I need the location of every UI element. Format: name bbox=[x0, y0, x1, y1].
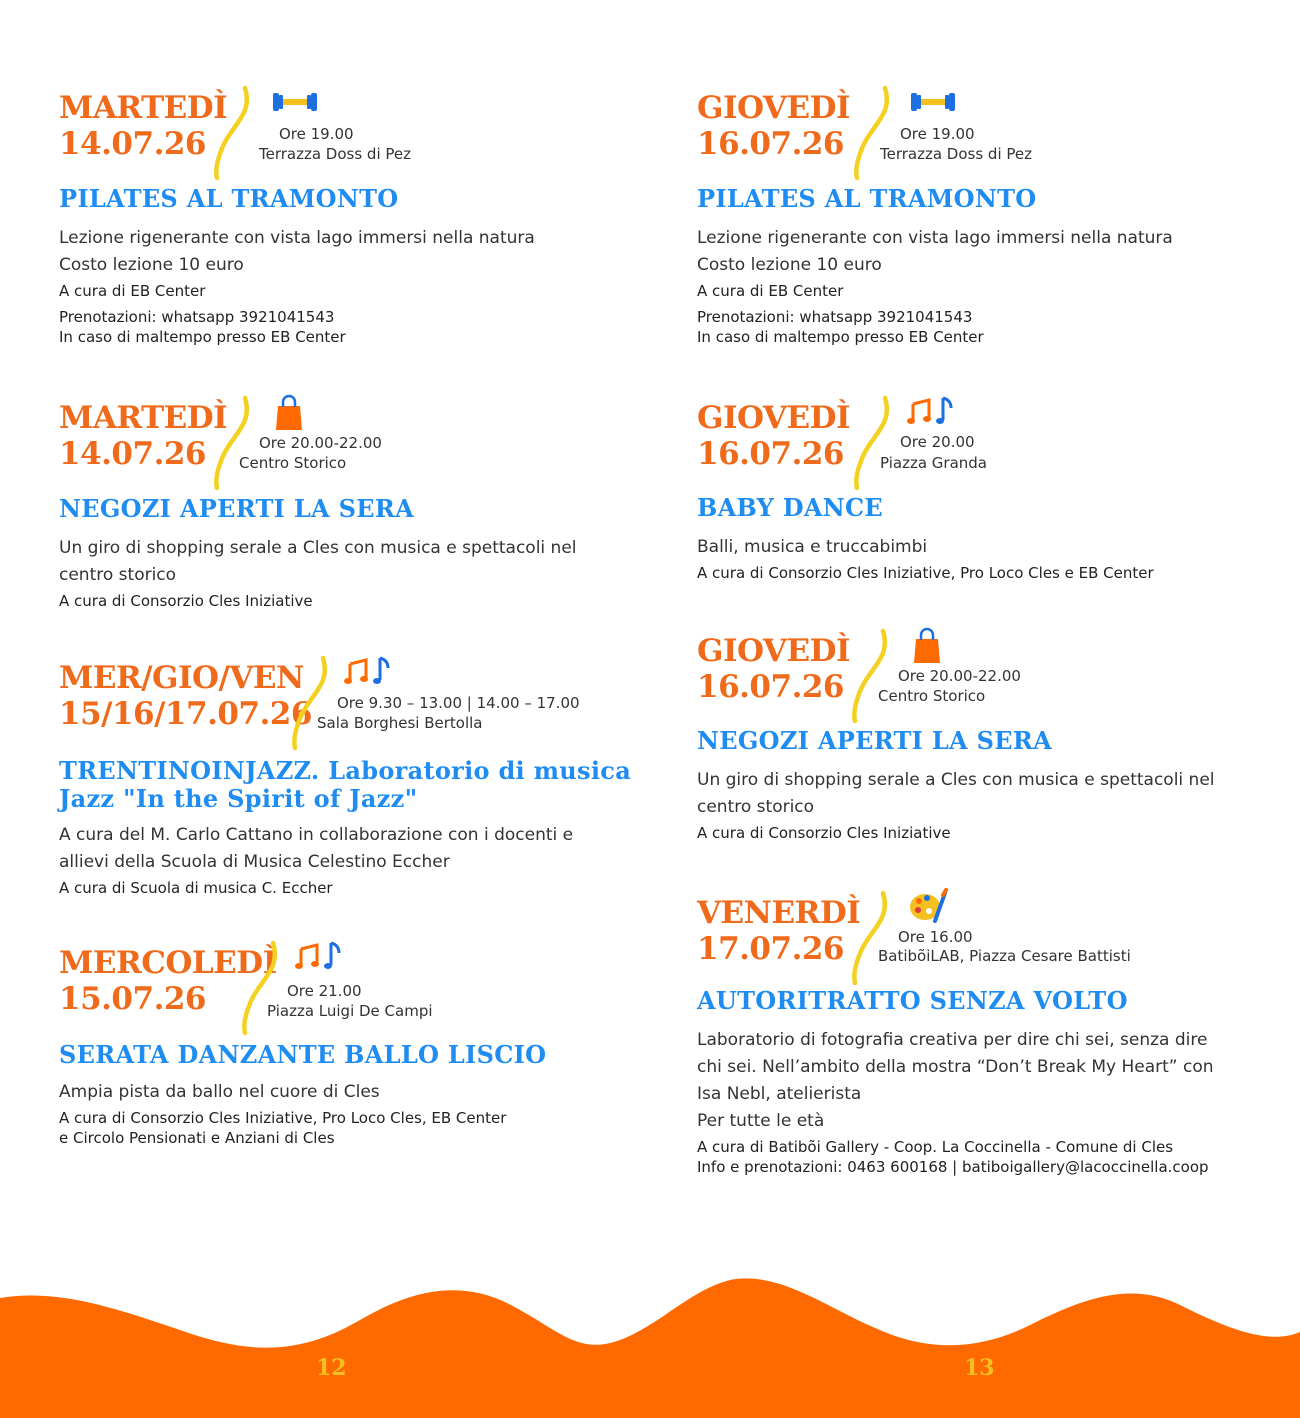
event-date bbox=[697, 895, 860, 967]
event-note: A cura di Consorzio Cles Iniziative bbox=[59, 592, 313, 610]
event-date-number: 14.07.26 bbox=[59, 126, 207, 162]
event-title: NEGOZI APERTI LA SERA bbox=[59, 494, 415, 523]
event-title: Jazz "In the Spirit of Jazz" bbox=[59, 784, 418, 813]
event-date bbox=[697, 90, 850, 162]
swirl-decoration bbox=[209, 394, 259, 498]
event-date-number: 16.07.26 bbox=[697, 669, 845, 705]
event-description: A cura del M. Carlo Cattano in collaborazione con i docenti e bbox=[59, 825, 574, 845]
event-description: allievi della Scuola di Musica Celestino Eccher bbox=[59, 852, 450, 872]
event-date-number: 17.07.26 bbox=[697, 931, 845, 967]
swirl-decoration bbox=[209, 84, 259, 188]
page-number-left: 12 bbox=[316, 1355, 347, 1381]
event-time: Ore 20.00 bbox=[900, 433, 975, 451]
event-description: centro storico bbox=[697, 797, 815, 817]
shopping-bag-icon bbox=[269, 392, 321, 432]
event-description: centro storico bbox=[59, 565, 177, 585]
event-date-number: 14.07.26 bbox=[59, 436, 207, 472]
dumbbell-icon bbox=[907, 82, 959, 122]
event-place: Terrazza Doss di Pez bbox=[880, 145, 1033, 163]
event-place: Piazza Granda bbox=[880, 454, 987, 472]
music-notes-icon bbox=[295, 937, 347, 977]
event-time: Ore 9.30 – 13.00 | 14.00 – 17.00 bbox=[337, 694, 580, 712]
event-note: A cura di Batibõi Gallery - Coop. La Coccinella - Comune di Cles bbox=[697, 1138, 1174, 1156]
event-date-number: 15/16/17.07.26 bbox=[59, 696, 312, 732]
event-time: Ore 16.00 bbox=[898, 928, 973, 946]
swirl-decoration bbox=[847, 889, 897, 993]
event-place: Terrazza Doss di Pez bbox=[259, 145, 412, 163]
event-note: A cura di Consorzio Cles Iniziative bbox=[697, 824, 951, 842]
shopping-bag-icon bbox=[907, 625, 959, 665]
swirl-decoration bbox=[287, 654, 337, 758]
event-title: NEGOZI APERTI LA SERA bbox=[697, 726, 1053, 755]
music-notes-icon bbox=[344, 652, 396, 692]
event-title: SERATA DANZANTE BALLO LISCIO bbox=[59, 1040, 547, 1069]
event-note: A cura di Consorzio Cles Iniziative, Pro Loco Cles, EB Center bbox=[59, 1109, 507, 1127]
palette-icon bbox=[907, 887, 959, 927]
event-place: Piazza Luigi De Campi bbox=[267, 1002, 433, 1020]
event-note: Prenotazioni: whatsapp 3921041543 bbox=[697, 308, 973, 326]
event-time: Ore 19.00 bbox=[900, 125, 975, 143]
event-day: GIOVEDÌ bbox=[697, 633, 850, 669]
event-description: Balli, musica e truccabimbi bbox=[697, 537, 928, 557]
event-description: chi sei. Nell’ambito della mostra “Don’t Break My Heart” con bbox=[697, 1057, 1214, 1077]
event-day: MERCOLEDÌ bbox=[59, 945, 277, 981]
event-time: Ore 20.00-22.00 bbox=[259, 434, 382, 452]
swirl-decoration bbox=[849, 394, 899, 498]
event-place: BatibõiLAB, Piazza Cesare Battisti bbox=[878, 947, 1131, 965]
event-note: In caso di maltempo presso EB Center bbox=[59, 328, 346, 346]
music-notes-icon bbox=[907, 392, 959, 432]
event-title: AUTORITRATTO SENZA VOLTO bbox=[697, 986, 1128, 1015]
event-day: GIOVEDÌ bbox=[697, 400, 850, 436]
event-day: MER/GIO/VEN bbox=[59, 660, 304, 696]
swirl-decoration bbox=[237, 939, 287, 1043]
event-date bbox=[59, 660, 312, 732]
footer-wave bbox=[0, 1270, 1300, 1418]
event-time: Ore 21.00 bbox=[287, 982, 362, 1000]
event-description: Un giro di shopping serale a Cles con musica e spettacoli nel bbox=[697, 770, 1215, 790]
event-title: BABY DANCE bbox=[697, 493, 884, 522]
event-date bbox=[59, 90, 227, 162]
event-description: Laboratorio di fotografia creativa per dire chi sei, senza dire bbox=[697, 1030, 1208, 1050]
event-time: Ore 20.00-22.00 bbox=[898, 667, 1021, 685]
event-title: TRENTINOINJAZZ. Laboratorio di musica bbox=[59, 756, 632, 785]
event-date bbox=[697, 633, 850, 705]
event-description: Per tutte le età bbox=[697, 1111, 825, 1131]
event-day: MARTEDÌ bbox=[59, 400, 228, 436]
event-date-number: 15.07.26 bbox=[59, 981, 207, 1017]
event-description: Costo lezione 10 euro bbox=[697, 255, 882, 275]
event-title: PILATES AL TRAMONTO bbox=[59, 184, 399, 213]
event-description: Lezione rigenerante con vista lago immersi nella natura bbox=[59, 228, 535, 248]
event-time: Ore 19.00 bbox=[279, 125, 354, 143]
event-day: VENERDÌ bbox=[697, 895, 861, 931]
page-number-right: 13 bbox=[964, 1355, 995, 1381]
swirl-decoration bbox=[847, 627, 897, 731]
event-note: A cura di Scuola di musica C. Eccher bbox=[59, 879, 333, 897]
event-description: Costo lezione 10 euro bbox=[59, 255, 244, 275]
event-description: Ampia pista da ballo nel cuore di Cles bbox=[59, 1082, 380, 1102]
event-day: MARTEDÌ bbox=[59, 90, 228, 126]
event-note: In caso di maltempo presso EB Center bbox=[697, 328, 984, 346]
event-note: e Circolo Pensionati e Anziani di Cles bbox=[59, 1129, 335, 1147]
event-title: PILATES AL TRAMONTO bbox=[697, 184, 1037, 213]
dumbbell-icon bbox=[269, 82, 321, 122]
event-date bbox=[59, 400, 227, 472]
event-description: Un giro di shopping serale a Cles con musica e spettacoli nel bbox=[59, 538, 577, 558]
event-description: Isa Nebl, atelierista bbox=[697, 1084, 862, 1104]
event-day: GIOVEDÌ bbox=[697, 90, 850, 126]
swirl-decoration bbox=[849, 84, 899, 188]
event-note: Info e prenotazioni: 0463 600168 | batiboigallery@lacoccinella.coop bbox=[697, 1158, 1209, 1176]
event-place: Centro Storico bbox=[239, 454, 347, 472]
event-place: Sala Borghesi Bertolla bbox=[317, 714, 483, 732]
event-note: Prenotazioni: whatsapp 3921041543 bbox=[59, 308, 335, 326]
event-date-number: 16.07.26 bbox=[697, 436, 845, 472]
event-note: A cura di EB Center bbox=[697, 282, 844, 300]
event-note: A cura di EB Center bbox=[59, 282, 206, 300]
event-place: Centro Storico bbox=[878, 687, 986, 705]
event-description: Lezione rigenerante con vista lago immersi nella natura bbox=[697, 228, 1173, 248]
event-date bbox=[697, 400, 850, 472]
event-note: A cura di Consorzio Cles Iniziative, Pro Loco Cles e EB Center bbox=[697, 564, 1154, 582]
event-date-number: 16.07.26 bbox=[697, 126, 845, 162]
